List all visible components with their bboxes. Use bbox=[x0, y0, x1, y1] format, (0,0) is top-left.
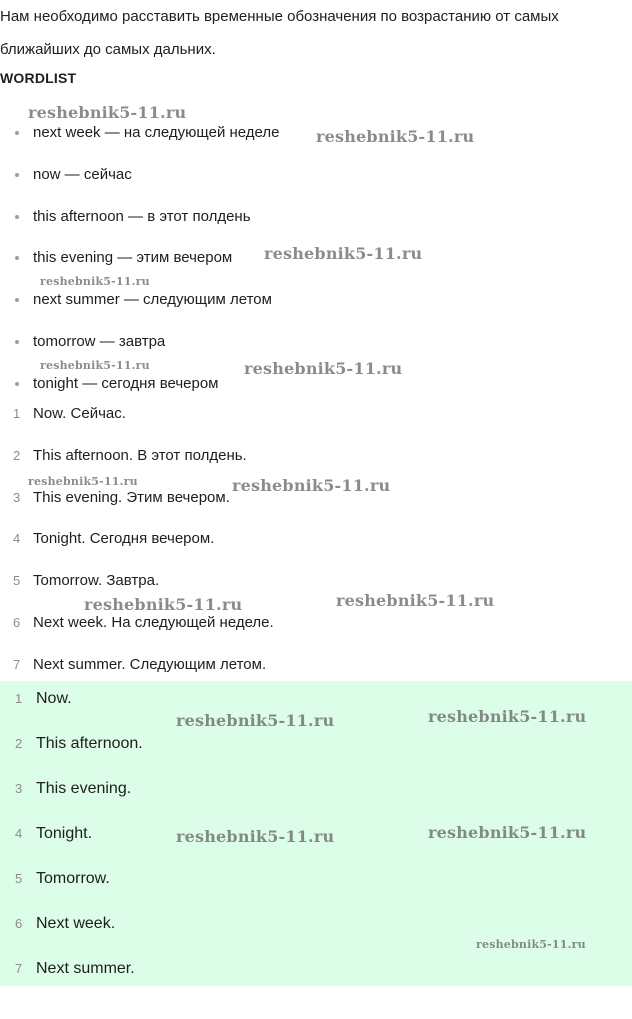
watermark: reshebnik5-11.ru bbox=[40, 359, 150, 372]
watermark: reshebnik5-11.ru bbox=[84, 595, 243, 614]
answer-item bbox=[0, 726, 143, 771]
watermark: reshebnik5-11.ru bbox=[28, 103, 187, 122]
answer-item-text: Next summer. bbox=[36, 960, 135, 977]
item-number: 7 bbox=[15, 961, 23, 976]
item-number: 1 bbox=[13, 406, 21, 421]
bullet-icon bbox=[15, 173, 19, 177]
watermark: reshebnik5-11.ru bbox=[244, 359, 403, 378]
wordlist-item-text: next week — на следующей неделе bbox=[33, 124, 280, 141]
watermark: reshebnik5-11.ru bbox=[476, 938, 586, 951]
wordlist-item bbox=[0, 154, 279, 196]
ordered-item-text: Next summer. Следующим летом. bbox=[33, 655, 267, 673]
wordlist-item-text: tomorrow — завтра bbox=[33, 332, 166, 350]
bullet-icon bbox=[15, 131, 19, 135]
answer-list bbox=[0, 681, 143, 996]
wordlist-heading: WORDLIST bbox=[0, 70, 77, 86]
bullet-icon bbox=[15, 382, 19, 386]
item-number: 5 bbox=[15, 871, 23, 886]
item-number: 6 bbox=[15, 916, 23, 931]
watermark: reshebnik5-11.ru bbox=[176, 711, 335, 730]
ordered-item-text: Tonight. Сегодня вечером. bbox=[33, 530, 215, 548]
answer-item bbox=[0, 951, 143, 996]
item-number: 1 bbox=[15, 691, 23, 706]
answer-item bbox=[0, 681, 143, 726]
ordered-item bbox=[0, 644, 274, 686]
item-number: 4 bbox=[15, 826, 23, 841]
ordered-item-text: Now. Сейчас. bbox=[33, 405, 126, 422]
item-number: 7 bbox=[13, 656, 21, 672]
ordered-item-text: This evening. Этим вечером. bbox=[33, 488, 230, 506]
watermark: reshebnik5-11.ru bbox=[176, 827, 335, 846]
bullet-icon bbox=[15, 340, 19, 344]
ordered-item-text: Tomorrow. Завтра. bbox=[33, 572, 160, 590]
ordered-item bbox=[0, 518, 274, 560]
watermark: reshebnik5-11.ru bbox=[428, 707, 587, 726]
answer-item bbox=[0, 771, 143, 816]
wordlist-item-text: this evening — этим вечером bbox=[33, 249, 233, 267]
wordlist-item bbox=[0, 196, 279, 238]
item-number: 2 bbox=[13, 447, 21, 463]
answer-item-text: This afternoon. bbox=[36, 735, 143, 752]
wordlist-item-text: now — сейчас bbox=[33, 165, 132, 183]
wordlist-item bbox=[0, 321, 279, 363]
answer-item-text: This evening. bbox=[36, 780, 132, 797]
watermark: reshebnik5-11.ru bbox=[264, 244, 423, 263]
item-number: 6 bbox=[13, 614, 21, 630]
watermark: reshebnik5-11.ru bbox=[40, 275, 150, 288]
ordered-item bbox=[0, 435, 274, 477]
wordlist-item-text: tonight — сегодня вечером bbox=[33, 374, 219, 392]
wordlist-item bbox=[0, 237, 279, 279]
bullet-icon bbox=[15, 298, 19, 302]
watermark: reshebnik5-11.ru bbox=[232, 476, 391, 495]
item-number: 3 bbox=[13, 489, 21, 505]
ordered-list bbox=[0, 393, 274, 686]
item-number: 3 bbox=[15, 781, 23, 796]
wordlist-item-text: next summer — следующим летом bbox=[33, 291, 272, 309]
item-number: 2 bbox=[15, 736, 23, 751]
bullet-icon bbox=[15, 215, 19, 219]
ordered-item-text: This afternoon. В этот полдень. bbox=[33, 446, 247, 464]
task-description: Нам необходимо расставить временные обозначения по возрастанию от самых ближайших до самых дальних. bbox=[0, 8, 559, 58]
item-number: 5 bbox=[13, 573, 21, 589]
bullet-icon bbox=[15, 256, 19, 260]
answer-item bbox=[0, 906, 143, 951]
watermark: reshebnik5-11.ru bbox=[28, 475, 138, 488]
answer-item bbox=[0, 861, 143, 906]
ordered-item bbox=[0, 393, 274, 435]
wordlist-item-text: this afternoon — в этот полдень bbox=[33, 207, 251, 225]
answer-item-text: Tonight. bbox=[36, 825, 93, 842]
watermark: reshebnik5-11.ru bbox=[316, 127, 475, 146]
answer-item-text: Next week. bbox=[36, 915, 116, 932]
watermark: reshebnik5-11.ru bbox=[428, 823, 587, 842]
answer-item bbox=[0, 816, 143, 861]
item-number: 4 bbox=[13, 531, 21, 547]
answer-item-text: Now. bbox=[36, 690, 72, 707]
watermark: reshebnik5-11.ru bbox=[336, 591, 495, 610]
answer-item-text: Tomorrow. bbox=[36, 870, 110, 887]
ordered-item-text: Next week. На следующей неделе. bbox=[33, 613, 274, 631]
